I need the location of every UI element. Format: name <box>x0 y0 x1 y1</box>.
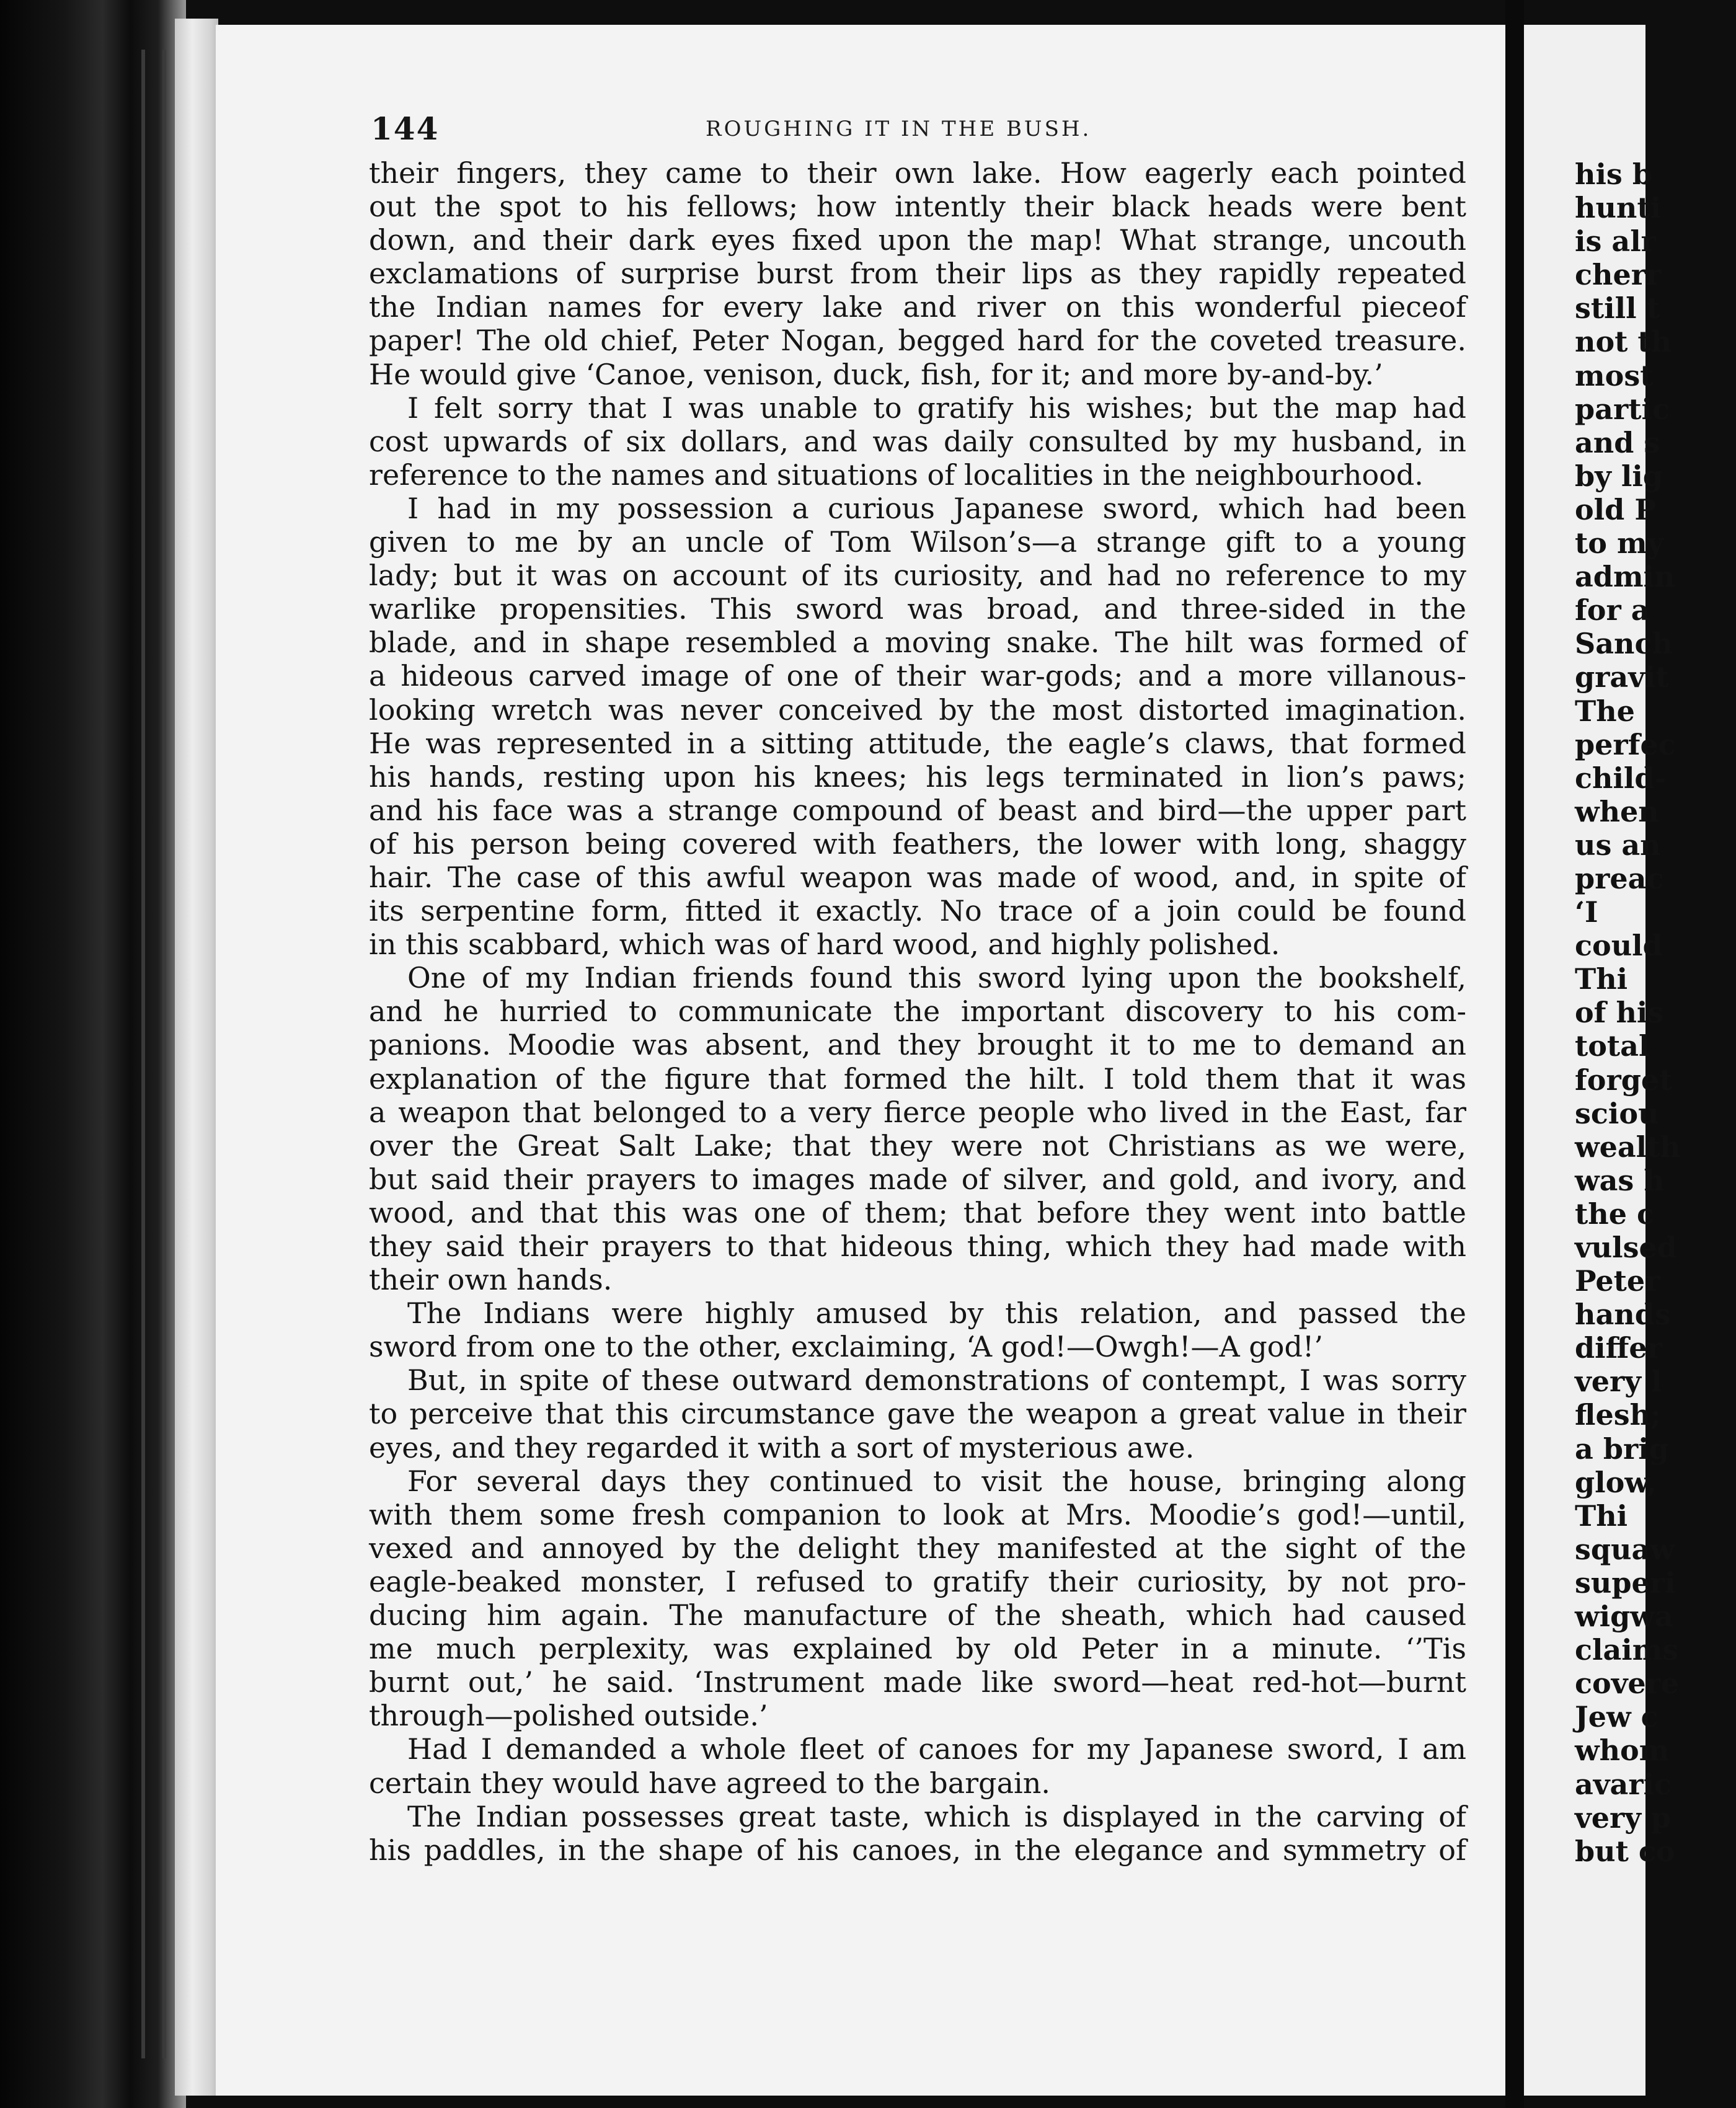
text-line: certain they would have agreed to the bargain. <box>369 1766 1050 1800</box>
facing-text-line: sciou <box>1575 1096 1659 1130</box>
facing-page-text <box>1575 157 1736 1868</box>
facing-text-line: his b <box>1575 157 1652 191</box>
text-line: his hands, resting upon his knees; his legs terminated in lion’s paws; <box>369 760 1466 794</box>
text-line: panions. Moodie was absent, and they brought it to me to demand an <box>369 1028 1466 1062</box>
text-line: given to me by an uncle of Tom Wilson’s—a strange gift to a young <box>369 525 1466 559</box>
facing-text-line: still t <box>1575 291 1660 326</box>
facing-text-line: preac <box>1575 861 1664 895</box>
facing-text-line: superi <box>1575 1566 1676 1600</box>
text-line: eagle-beaked monster, I refused to gratify their curiosity, by not pro- <box>369 1564 1466 1598</box>
text-line: its serpentine form, fitted it exactly. No trace of a join could be found <box>369 894 1466 928</box>
text-line: One of my Indian friends found this sword lying upon the bookshelf, <box>407 961 1466 995</box>
text-line: For several days they continued to visit the house, bringing along <box>407 1464 1466 1498</box>
facing-text-line: Sanch <box>1575 627 1673 661</box>
page-header <box>371 110 1474 154</box>
text-line: their own hands. <box>369 1263 613 1297</box>
facing-text-line: could <box>1575 929 1663 963</box>
text-line: burnt out,’ he said. ‘Instrument made like sword—heat red-hot—burnt <box>369 1665 1466 1699</box>
text-line: I had in my possession a curious Japanese sword, which had been <box>407 491 1466 525</box>
facing-text-line: of his <box>1575 996 1664 1030</box>
facing-text-line: wealth <box>1575 1130 1681 1164</box>
text-line: hair. The case of this awful weapon was made of wood, and, in spite of <box>369 860 1466 894</box>
facing-text-line: covere <box>1575 1667 1680 1701</box>
facing-text-line: very p <box>1575 1800 1672 1835</box>
text-line: explanation of the figure that formed the hilt. I told them that it was <box>369 1061 1466 1096</box>
book-binding <box>0 0 186 2108</box>
facing-text-line: but co <box>1575 1834 1675 1868</box>
text-line: of his person being covered with feathers, the lower with long, shaggy <box>369 826 1466 861</box>
text-line: me much perplexity, was explained by old Peter in a minute. ‘’Tis <box>369 1632 1466 1666</box>
binding-edge <box>162 50 166 2058</box>
facing-text-line: partic <box>1575 392 1670 426</box>
facing-text-line: to my <box>1575 526 1664 560</box>
text-line: warlike propensities. This sword was broad, and three-sided in the <box>369 592 1466 626</box>
facing-text-line: the c <box>1575 1197 1654 1231</box>
text-line: wood, and that this was one of them; that before they went into battle <box>369 1195 1466 1229</box>
text-line: The Indians were highly amused by this relation, and passed the <box>407 1296 1466 1331</box>
text-line: paper! The old chief, Peter Nogan, begged hard for the coveted treasure. <box>369 324 1466 358</box>
running-title: ROUGHING IT IN THE BUSH. <box>706 117 1092 141</box>
facing-text-line: Peter <box>1575 1264 1660 1298</box>
facing-text-line: Thi <box>1575 1499 1628 1533</box>
facing-text-line: and s <box>1575 425 1660 459</box>
facing-text-line: flesh; <box>1575 1398 1662 1432</box>
text-line: He was represented in a sitting attitude, the eagle’s claws, that formed <box>369 726 1466 760</box>
text-line: a hideous carved image of one of their war-gods; and a more villanous- <box>369 659 1466 693</box>
text-line: down, and their dark eyes fixed upon the map! What strange, uncouth <box>369 223 1466 257</box>
facing-text-line: differ <box>1575 1331 1662 1365</box>
text-line: cost upwards of six dollars, and was daily consulted by my husband, in <box>369 424 1466 458</box>
page-gutter <box>1505 0 1524 2108</box>
facing-text-line: avaric <box>1575 1767 1672 1801</box>
text-line: ducing him again. The manufacture of the sheath, which had caused <box>369 1598 1466 1632</box>
binding-edge <box>141 50 145 2058</box>
facing-text-line: squaw <box>1575 1532 1675 1566</box>
text-line: lady; but it was on account of its curiosity, and had no reference to my <box>369 559 1466 593</box>
text-line: to perceive that this circumstance gave the weapon a great value in their <box>369 1397 1466 1431</box>
text-line: blade, and in shape resembled a moving snake. The hilt was formed of <box>369 626 1466 660</box>
page-stack-edge <box>175 19 218 2096</box>
text-line: through—polished outside.’ <box>369 1699 768 1733</box>
facing-text-line: us an <box>1575 828 1661 862</box>
text-line: reference to the names and situations of localities in the neighbourhood. <box>369 458 1424 492</box>
text-line: their fingers, they came to their own lake. How eagerly each pointed <box>369 156 1466 190</box>
facing-text-line: vulsed <box>1575 1231 1677 1264</box>
facing-text-line: a brig <box>1575 1432 1669 1466</box>
facing-text-line: for a <box>1575 593 1650 627</box>
facing-text-line: old P <box>1575 492 1656 526</box>
text-line: over the Great Salt Lake; that they were not Christians as we were, <box>369 1128 1466 1162</box>
text-line: sword from one to the other, exclaiming, ‘A god!—Owgh!—A god!’ <box>369 1330 1324 1364</box>
text-line: He would give ‘Canoe, venison, duck, fish, for it; and more by-and-by.’ <box>369 357 1383 391</box>
facing-text-line: when <box>1575 794 1659 828</box>
facing-text-line: Thi <box>1575 962 1628 996</box>
facing-text-line: whom <box>1575 1734 1670 1768</box>
facing-text-line: by lig <box>1575 459 1663 493</box>
text-line: his paddles, in the shape of his canoes, in the elegance and symmetry of <box>369 1833 1466 1867</box>
facing-text-line: was h <box>1575 1163 1665 1197</box>
text-line: out the spot to his fellows; how intently their black heads were bent <box>369 190 1466 224</box>
text-line: But, in spite of these outward demonstrations of contempt, I was sorry <box>407 1363 1466 1397</box>
facing-text-line: wigwa <box>1575 1600 1673 1634</box>
text-line: I felt sorry that I was unable to gratify his wishes; but the map had <box>407 391 1466 425</box>
text-line: but said their prayers to images made of silver, and gold, and ivory, and <box>369 1162 1466 1196</box>
facing-text-line: Jew c <box>1575 1700 1658 1734</box>
text-line: with them some fresh companion to look at Mrs. Moodie’s god!—until, <box>369 1497 1466 1531</box>
facing-text-line: cherr <box>1575 258 1662 292</box>
text-line: and his face was a strange compound of beast and bird—the upper part <box>369 793 1466 827</box>
text-line: The Indian possesses great taste, which is displayed in the carving of <box>407 1799 1466 1833</box>
facing-text-line: ‘I <box>1575 895 1598 929</box>
text-line: the Indian names for every lake and river on this wonderful pieceof <box>369 290 1466 324</box>
facing-text-line: not th <box>1575 325 1672 359</box>
page-number: 144 <box>371 110 440 147</box>
text-line: they said their prayers to that hideous thing, which they had made with <box>369 1229 1466 1263</box>
facing-text-line: admin <box>1575 560 1675 594</box>
text-line: exclamations of surprise burst from their lips as they rapidly repeated <box>369 257 1466 291</box>
facing-text-line: total <box>1575 1029 1650 1063</box>
text-line: and he hurried to communicate the important discovery to his com- <box>369 994 1466 1029</box>
facing-text-line: most <box>1575 358 1654 392</box>
facing-text-line: child- <box>1575 761 1667 795</box>
text-line: eyes, and they regarded it with a sort of mysterious awe. <box>369 1430 1195 1464</box>
facing-page <box>1524 25 1681 2096</box>
facing-text-line: hunti <box>1575 191 1662 225</box>
text-line: a weapon that belonged to a very fierce people who lived in the East, far <box>369 1095 1466 1129</box>
facing-text-line: is alr <box>1575 224 1656 259</box>
text-line: vexed and annoyed by the delight they manifested at the sight of the <box>369 1531 1466 1565</box>
page-body-text <box>369 156 1466 1867</box>
text-line: in this scabbard, which was of hard wood, and highly polished. <box>369 928 1280 962</box>
text-line: looking wretch was never conceived by the most distorted imagination. <box>369 693 1466 727</box>
text-line: Had I demanded a whole fleet of canoes for my Japanese sword, I am <box>407 1732 1466 1766</box>
facing-text-line: hands <box>1575 1298 1671 1332</box>
facing-text-line: The <box>1575 694 1635 728</box>
facing-text-line: claims <box>1575 1633 1679 1667</box>
facing-text-line: perfec <box>1575 727 1676 761</box>
facing-text-line: forget <box>1575 1063 1673 1097</box>
facing-text-line: very l <box>1575 1365 1662 1399</box>
facing-text-line: gravit <box>1575 660 1669 694</box>
facing-text-line: glow, <box>1575 1465 1657 1499</box>
